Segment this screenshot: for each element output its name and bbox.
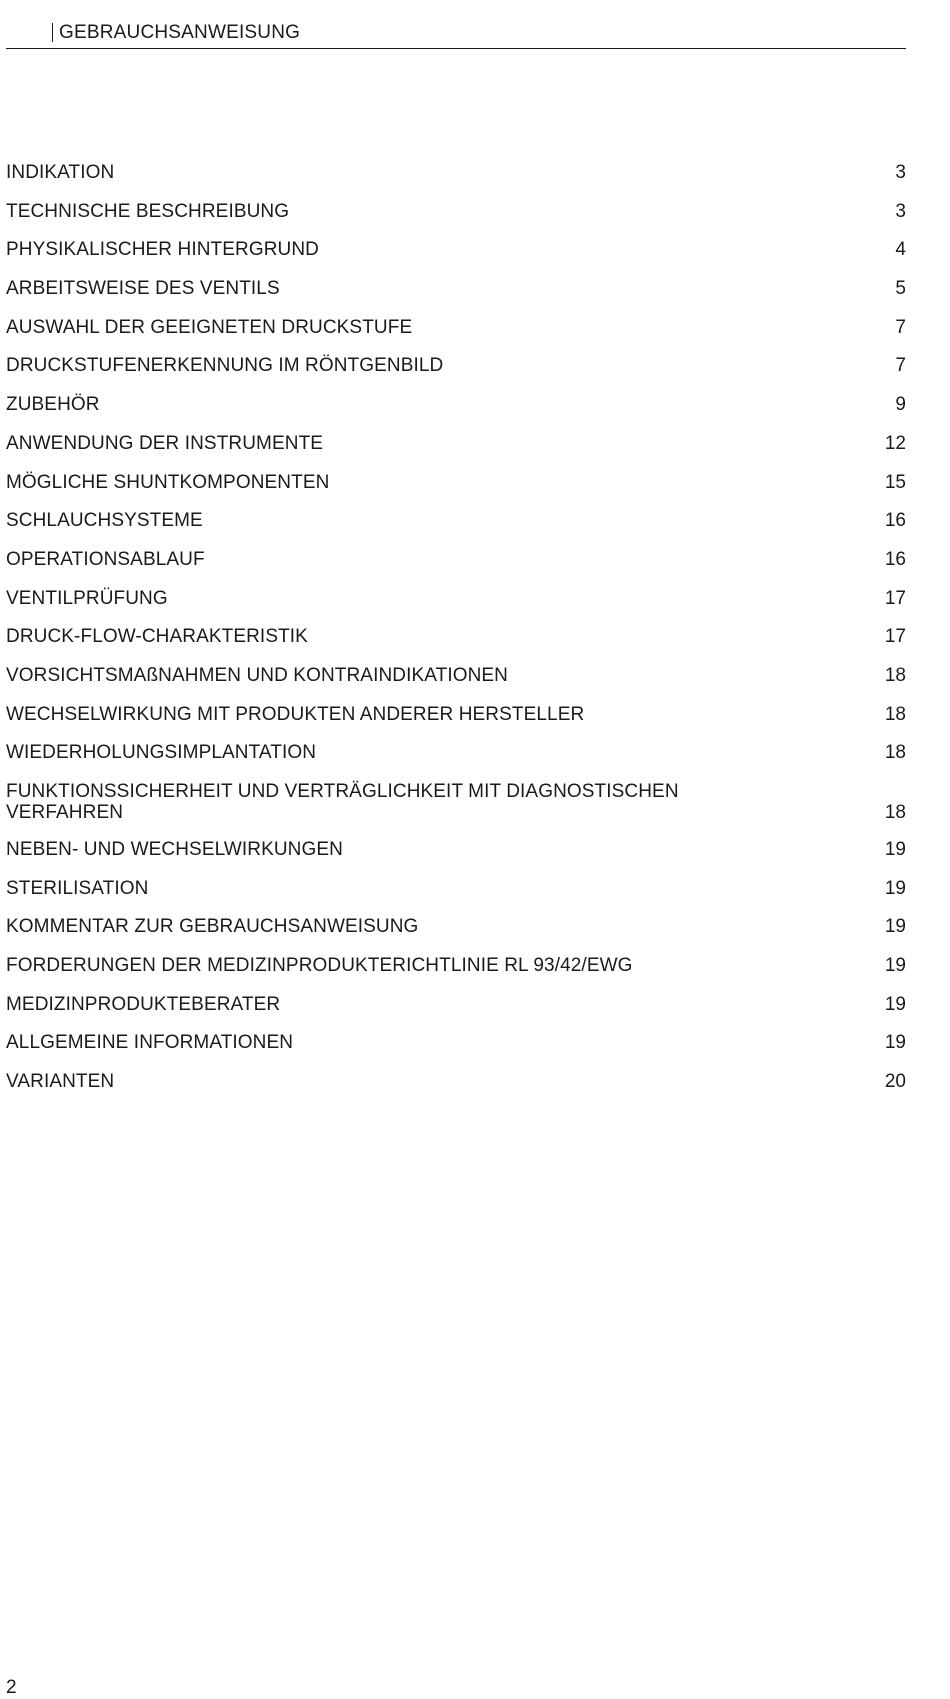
toc-entry-page: 5 <box>895 278 906 300</box>
toc-entry-title: DRUCKSTUFENERKENNUNG IM RÖNTGENBILD <box>6 355 444 377</box>
toc-entry[interactable] <box>6 1071 906 1110</box>
toc-entry[interactable] <box>6 239 906 278</box>
toc-entry-page: 4 <box>895 239 906 261</box>
header-title <box>52 22 300 44</box>
toc-entry-page: 15 <box>884 471 906 493</box>
toc-entry[interactable] <box>6 1032 906 1071</box>
toc-entry-title: ALLGEMEINE INFORMATIONEN <box>6 1032 294 1054</box>
toc-entry-page: 3 <box>895 200 906 222</box>
toc-entry-title: WECHSELWIRKUNG MIT PRODUKTEN ANDERER HERSTELLER <box>6 703 585 725</box>
toc-entry-page: 18 <box>884 742 906 764</box>
page-header <box>6 20 906 49</box>
toc-entry-title: PHYSIKALISCHER HINTERGRUND <box>6 239 319 261</box>
toc-entry-title: ZUBEHÖR <box>6 394 100 416</box>
table-of-contents <box>6 162 906 1110</box>
toc-entry-page: 19 <box>884 916 906 938</box>
toc-entry-page: 19 <box>884 955 906 977</box>
toc-entry[interactable] <box>6 588 906 627</box>
toc-entry[interactable] <box>6 878 906 917</box>
toc-entry[interactable] <box>6 472 906 511</box>
toc-entry[interactable] <box>6 278 906 317</box>
toc-entry[interactable] <box>6 162 906 201</box>
toc-entry-title: FORDERUNGEN DER MEDIZINPRODUKTERICHTLINIE RL 93/42/EWG <box>6 955 633 977</box>
toc-entry-title: DRUCK-FLOW-CHARAKTERISTIK <box>6 626 308 648</box>
toc-entry-title: ANWENDUNG DER INSTRUMENTE <box>6 432 324 454</box>
toc-entry[interactable] <box>6 549 906 588</box>
toc-entry-page: 19 <box>884 877 906 899</box>
toc-entry-title: KOMMENTAR ZUR GEBRAUCHSANWEISUNG <box>6 916 419 938</box>
toc-entry-title: TECHNISCHE BESCHREIBUNG <box>6 200 290 222</box>
toc-entry-title: OPERATIONSABLAUF <box>6 548 205 570</box>
toc-entry-page: 17 <box>884 626 906 648</box>
toc-entry[interactable] <box>6 742 906 781</box>
toc-entry-page: 12 <box>884 432 906 454</box>
toc-entry[interactable] <box>6 317 906 356</box>
toc-entry-title: FUNKTIONSSICHERHEIT UND VERTRÄGLICHKEIT MIT DIAGNOSTISCHEN VERFAHREN <box>6 781 679 823</box>
toc-entry[interactable] <box>6 839 906 878</box>
toc-entry[interactable] <box>6 955 906 994</box>
toc-entry-page: 18 <box>884 664 906 686</box>
toc-entry-page: 19 <box>884 839 906 860</box>
toc-entry-page: 18 <box>884 703 906 725</box>
header-title-text: GEBRAUCHSANWEISUNG <box>59 22 301 43</box>
toc-entry-page: 9 <box>895 394 906 416</box>
toc-entry-page: 17 <box>884 587 906 609</box>
toc-entry-title: STERILISATION <box>6 877 149 899</box>
toc-entry-page: 7 <box>895 316 906 338</box>
toc-entry-page: 3 <box>895 162 906 183</box>
toc-entry[interactable] <box>6 916 906 955</box>
toc-entry[interactable] <box>6 626 906 665</box>
toc-entry-page: 20 <box>884 1071 906 1093</box>
toc-entry-title: VARIANTEN <box>6 1071 115 1093</box>
toc-entry-title: NEBEN- UND WECHSELWIRKUNGEN <box>6 839 343 860</box>
toc-entry[interactable] <box>6 433 906 472</box>
toc-entry[interactable] <box>6 704 906 743</box>
toc-entry-title: VORSICHTSMAßNAHMEN UND KONTRAINDIKATIONEN <box>6 664 508 686</box>
toc-entry[interactable] <box>6 201 906 240</box>
toc-entry[interactable] <box>6 394 906 433</box>
toc-entry-title: VENTILPRÜFUNG <box>6 587 168 609</box>
toc-entry-page: 7 <box>895 355 906 377</box>
toc-entry-page: 19 <box>884 1032 906 1054</box>
toc-entry[interactable] <box>6 510 906 549</box>
toc-entry-title: MÖGLICHE SHUNTKOMPONENTEN <box>6 471 330 493</box>
toc-entry-page: 16 <box>884 548 906 570</box>
page-number: 2 <box>6 1677 17 1698</box>
toc-entry[interactable] <box>6 665 906 704</box>
toc-entry-title: SCHLAUCHSYSTEME <box>6 510 203 532</box>
toc-entry-page: 19 <box>884 993 906 1015</box>
toc-entry-title: ARBEITSWEISE DES VENTILS <box>6 278 280 300</box>
toc-entry-title: MEDIZINPRODUKTEBERATER <box>6 993 281 1015</box>
toc-entry-title: WIEDERHOLUNGSIMPLANTATION <box>6 742 317 764</box>
toc-entry-page: 16 <box>884 510 906 532</box>
toc-entry[interactable] <box>6 994 906 1033</box>
toc-entry-page: 18 <box>884 802 906 823</box>
toc-entry[interactable] <box>6 355 906 394</box>
toc-entry-title: INDIKATION <box>6 162 115 183</box>
toc-entry[interactable] <box>6 781 906 839</box>
toc-entry-title: AUSWAHL DER GEEIGNETEN DRUCKSTUFE <box>6 316 413 338</box>
